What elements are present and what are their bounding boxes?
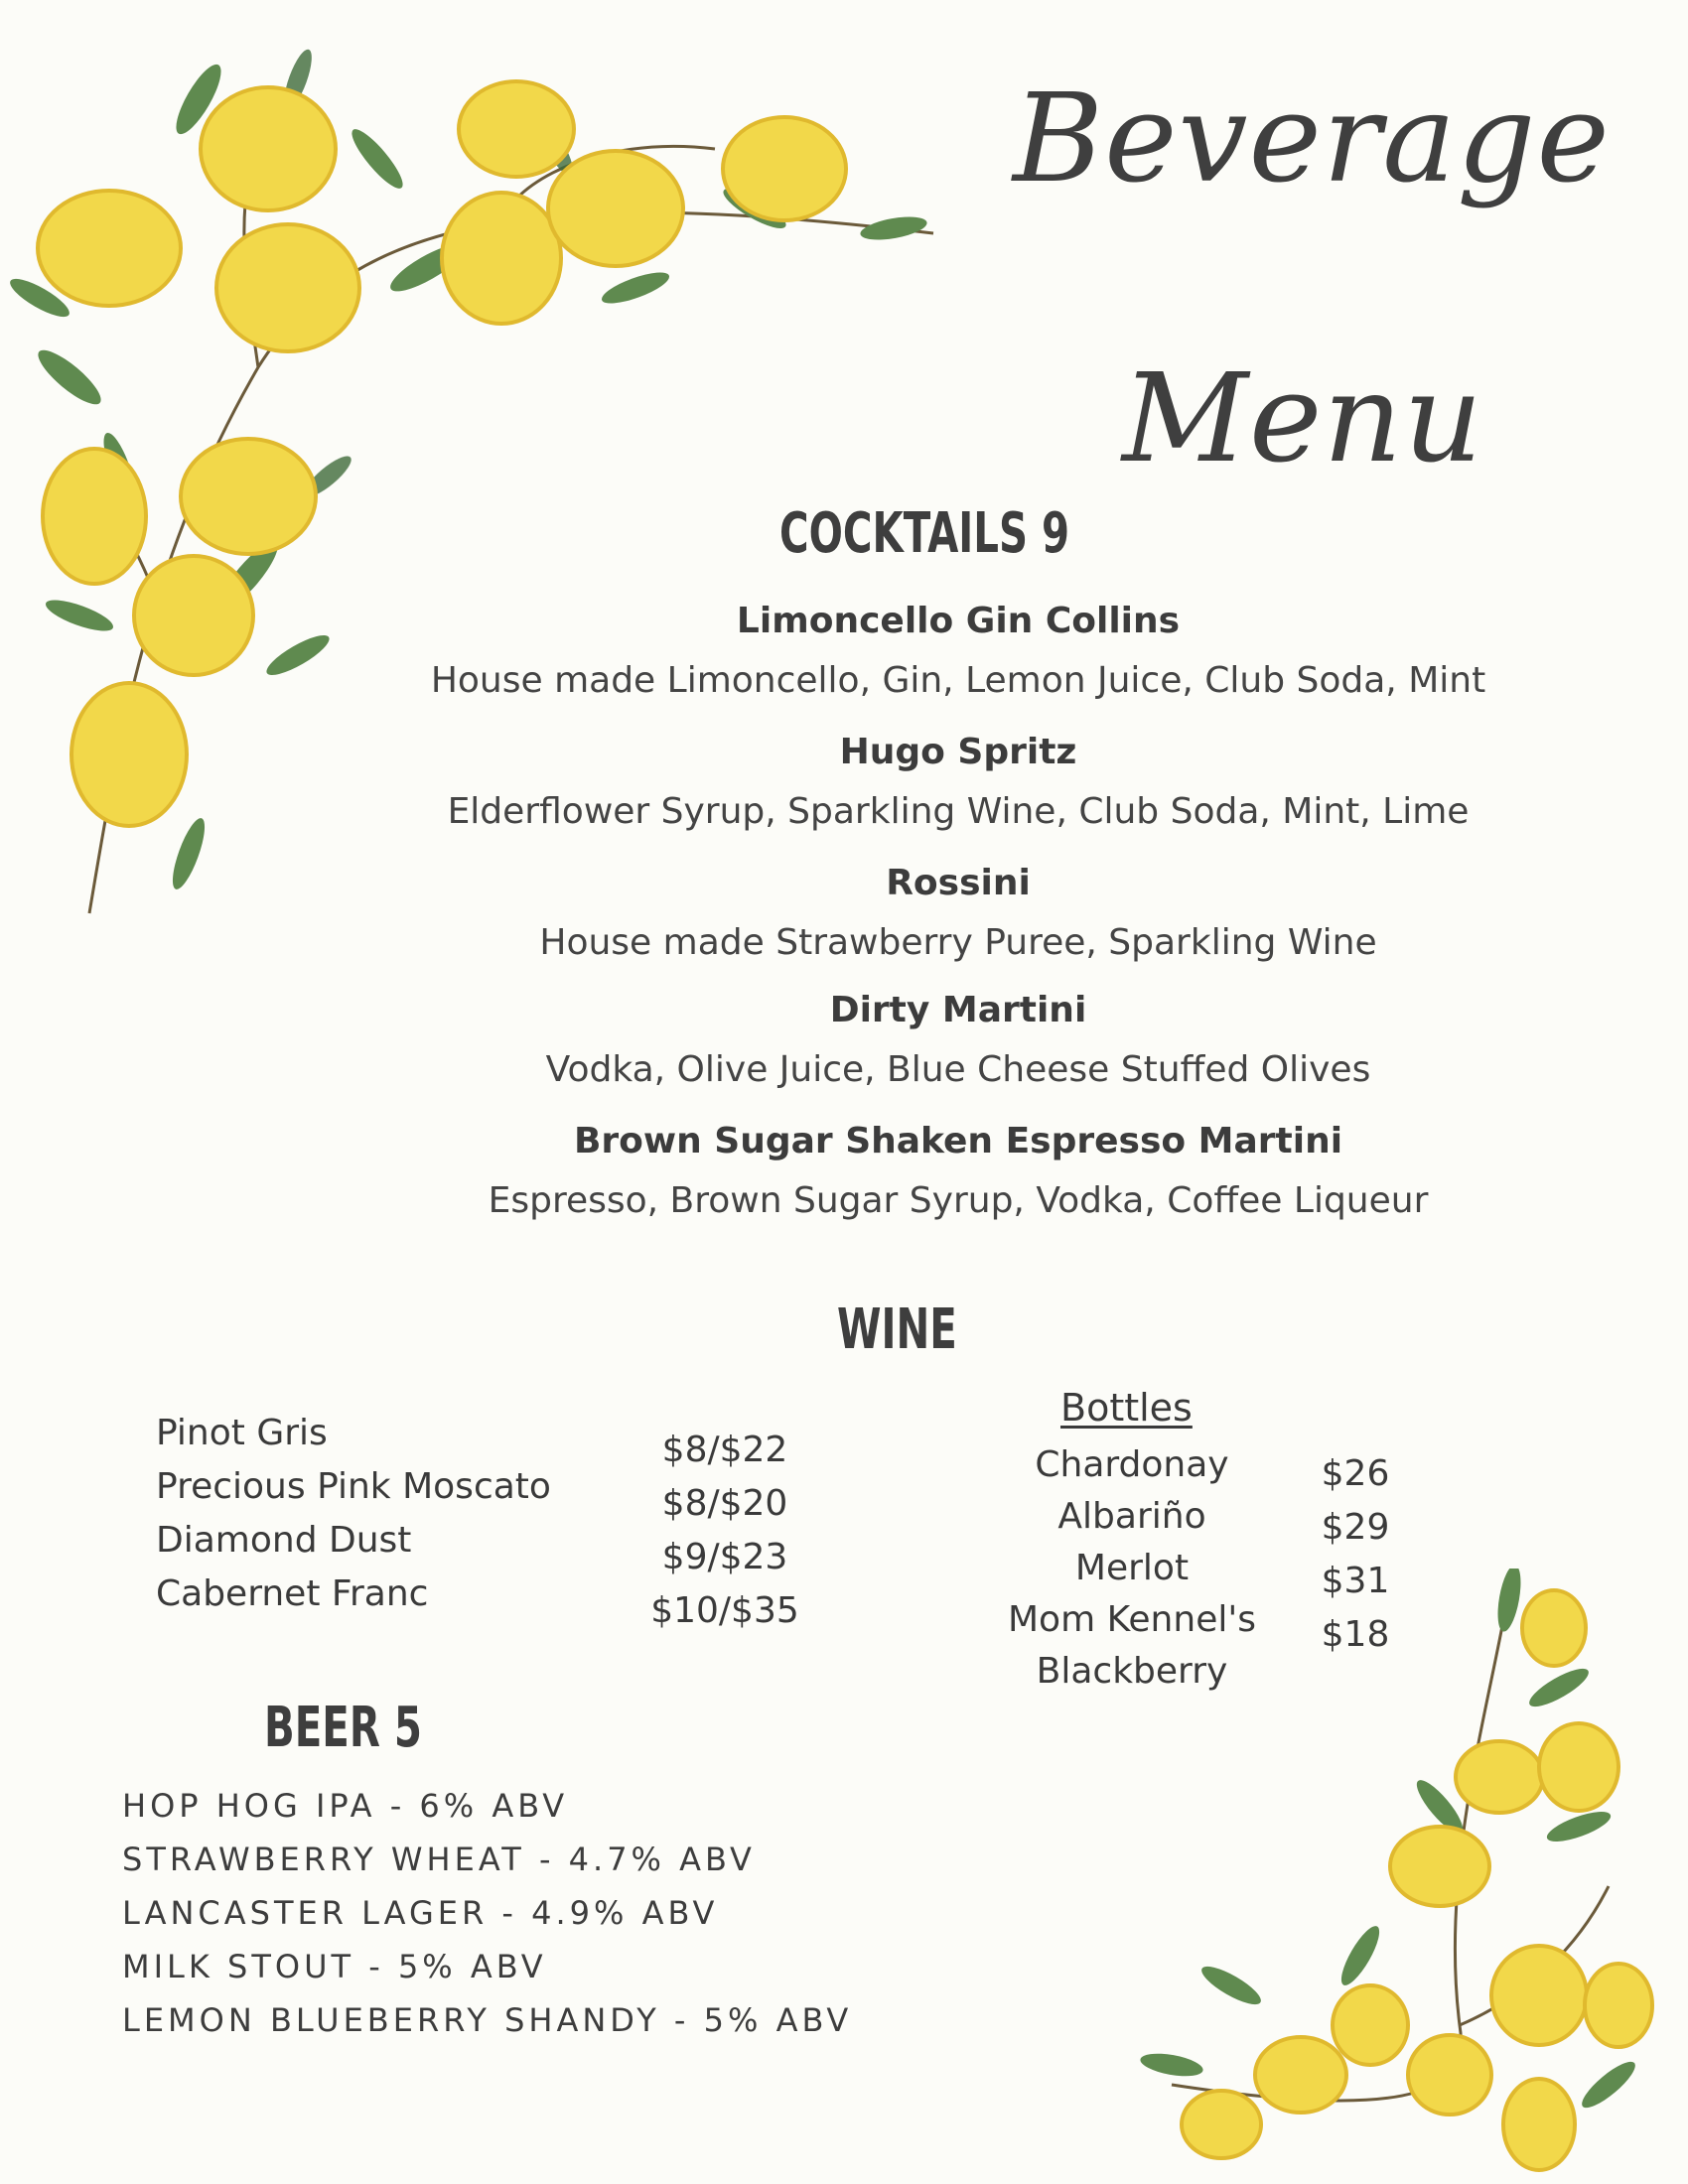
wine-price: $9/$23	[661, 1537, 788, 1577]
wine-glass-names	[156, 1407, 551, 1621]
bottle-name: Mom Kennel's	[1008, 1599, 1256, 1640]
bottle-name: Albariño	[1057, 1496, 1206, 1537]
cocktail-desc: House made Limoncello, Gin, Lemon Juice, Club Soda, Mint	[430, 660, 1486, 701]
cocktail-item	[348, 601, 1569, 701]
bottle-price: $18	[1321, 1614, 1390, 1655]
beer-item: MILK STOUT - 5% ABV	[122, 1948, 547, 1985]
bottle-price: $29	[1321, 1507, 1390, 1548]
bottle-name: Blackberry	[1036, 1651, 1228, 1692]
bottle-name: Merlot	[1074, 1548, 1190, 1588]
bottle-name: Chardonay	[1035, 1444, 1229, 1485]
page-title-line1: Beverage	[1013, 68, 1611, 210]
beer-item: LEMON BLUEBERRY SHANDY - 5% ABV	[122, 2001, 853, 2039]
cocktail-name: Brown Sugar Shaken Espresso Martini	[573, 1121, 1343, 1161]
beer-item: LANCASTER LAGER - 4.9% ABV	[122, 1894, 719, 1932]
bottle-price: $26	[1321, 1453, 1390, 1494]
beer-item: HOP HOG IPA - 6% ABV	[122, 1787, 569, 1825]
cocktail-desc: House made Strawberry Puree, Sparkling Wine	[539, 922, 1377, 963]
cocktail-name: Dirty Martini	[829, 990, 1087, 1030]
cocktail-item	[348, 990, 1569, 1090]
cocktail-desc: Vodka, Olive Juice, Blue Cheese Stuffed Olives	[545, 1049, 1371, 1090]
cocktail-item	[348, 1121, 1569, 1221]
bottle-price: $31	[1321, 1561, 1390, 1601]
cocktail-item	[348, 863, 1569, 963]
wine-bottle-names	[978, 1439, 1286, 1698]
page-title-line2: Menu	[1122, 347, 1484, 490]
cocktail-desc: Elderflower Syrup, Sparkling Wine, Club Soda, Mint, Lime	[447, 791, 1470, 832]
cocktails-heading: COCKTAILS 9	[779, 501, 1070, 566]
cocktail-name: Rossini	[886, 863, 1031, 903]
wine-name: Pinot Gris	[156, 1413, 328, 1453]
cocktail-name: Limoncello Gin Collins	[736, 601, 1181, 641]
wine-name: Precious Pink Moscato	[156, 1466, 551, 1507]
beer-list	[122, 1779, 852, 2047]
wine-glass-prices	[650, 1424, 799, 1638]
beer-heading: BEER 5	[264, 1696, 422, 1760]
wine-name: Cabernet Franc	[156, 1573, 429, 1614]
cocktail-name: Hugo Spritz	[839, 732, 1077, 772]
wine-bottle-prices	[1306, 1447, 1405, 1662]
wine-heading: WINE	[837, 1297, 957, 1362]
wine-price: $8/$22	[661, 1430, 788, 1470]
cocktail-item	[348, 732, 1569, 832]
wine-name: Diamond Dust	[156, 1520, 412, 1561]
cocktail-desc: Espresso, Brown Sugar Syrup, Vodka, Coffee Liqueur	[488, 1180, 1429, 1221]
beer-item: STRAWBERRY WHEAT - 4.7% ABV	[122, 1841, 756, 1878]
wine-price: $8/$20	[661, 1483, 788, 1524]
bottles-heading: Bottles	[1060, 1386, 1193, 1430]
wine-price: $10/$35	[650, 1590, 799, 1631]
